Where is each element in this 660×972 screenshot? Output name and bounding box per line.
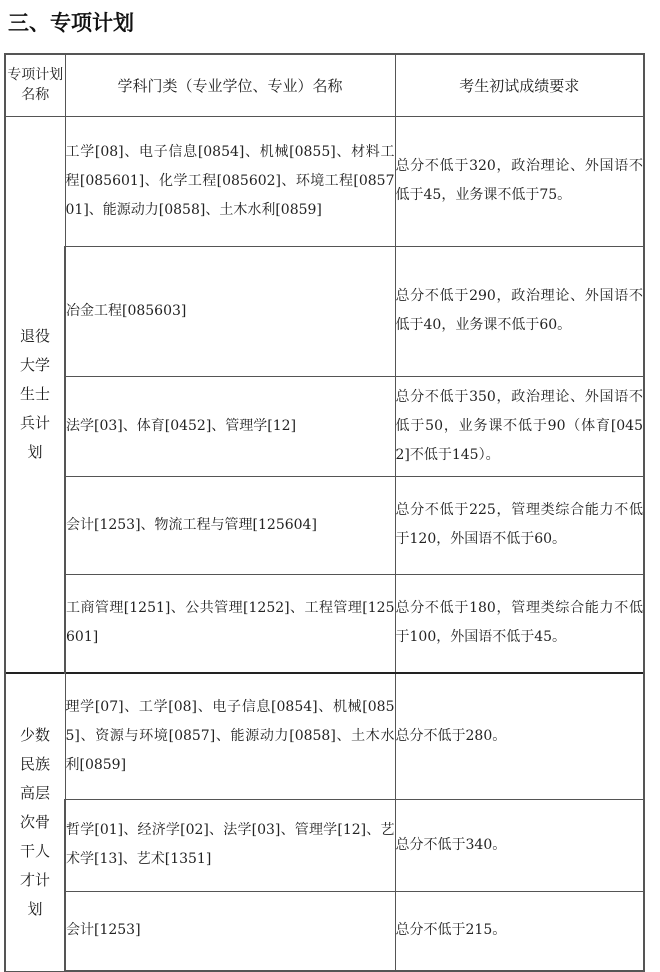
subject-cell: 会计[1253]: [65, 891, 395, 971]
plan-name-minority: 少数民族高层次骨干人才计划: [5, 673, 65, 971]
subject-cell: 工学[08]、电子信息[0854]、机械[0855]、材料工程[085601]、化学工程[085602]、环境工程[085701]、能源动力[0858]、土木水利[0859]: [65, 116, 395, 246]
table-header-row: [5, 54, 644, 116]
requirement-cell: 总分不低于225，管理类综合能力不低于120，外国语不低于60。: [395, 476, 644, 574]
table-row: [5, 574, 644, 673]
header-plan-name: 专项计划名称: [5, 54, 65, 116]
table-row: [5, 673, 644, 799]
table-row: [5, 116, 644, 246]
subject-cell: 哲学[01]、经济学[02]、法学[03]、管理学[12]、艺术学[13]、艺术[1351]: [65, 799, 395, 891]
requirement-cell: 总分不低于290，政治理论、外国语不低于40，业务课不低于60。: [395, 246, 644, 376]
table-row: [5, 476, 644, 574]
requirement-cell: 总分不低于215。: [395, 891, 644, 971]
requirement-cell: 总分不低于180，管理类综合能力不低于100，外国语不低于45。: [395, 574, 644, 673]
table-row: [5, 799, 644, 891]
requirement-cell: 总分不低于280。: [395, 673, 644, 799]
subject-cell: 工商管理[1251]、公共管理[1252]、工程管理[125601]: [65, 574, 395, 673]
special-plan-table: [4, 53, 645, 972]
requirement-cell: 总分不低于320，政治理论、外国语不低于45，业务课不低于75。: [395, 116, 644, 246]
requirement-cell: 总分不低于350，政治理论、外国语不低于50，业务课不低于90（体育[0452]不低于145）。: [395, 376, 644, 476]
subject-cell: 会计[1253]、物流工程与管理[125604]: [65, 476, 395, 574]
subject-cell: 冶金工程[085603]: [65, 246, 395, 376]
table-row: [5, 246, 644, 376]
subject-cell: 理学[07]、工学[08]、电子信息[0854]、机械[0855]、资源与环境[0857]、能源动力[0858]、土木水利[0859]: [65, 673, 395, 799]
header-score-requirement: 考生初试成绩要求: [395, 54, 644, 116]
plan-name-veterans: 退役大学生士兵计划: [5, 116, 65, 673]
header-subject-name: 学科门类（专业学位、专业）名称: [65, 54, 395, 116]
requirement-cell: 总分不低于340。: [395, 799, 644, 891]
subject-cell: 法学[03]、体育[0452]、管理学[12]: [65, 376, 395, 476]
section-heading: 三、专项计划: [8, 11, 134, 35]
table-row: [5, 376, 644, 476]
table-row: [5, 891, 644, 971]
